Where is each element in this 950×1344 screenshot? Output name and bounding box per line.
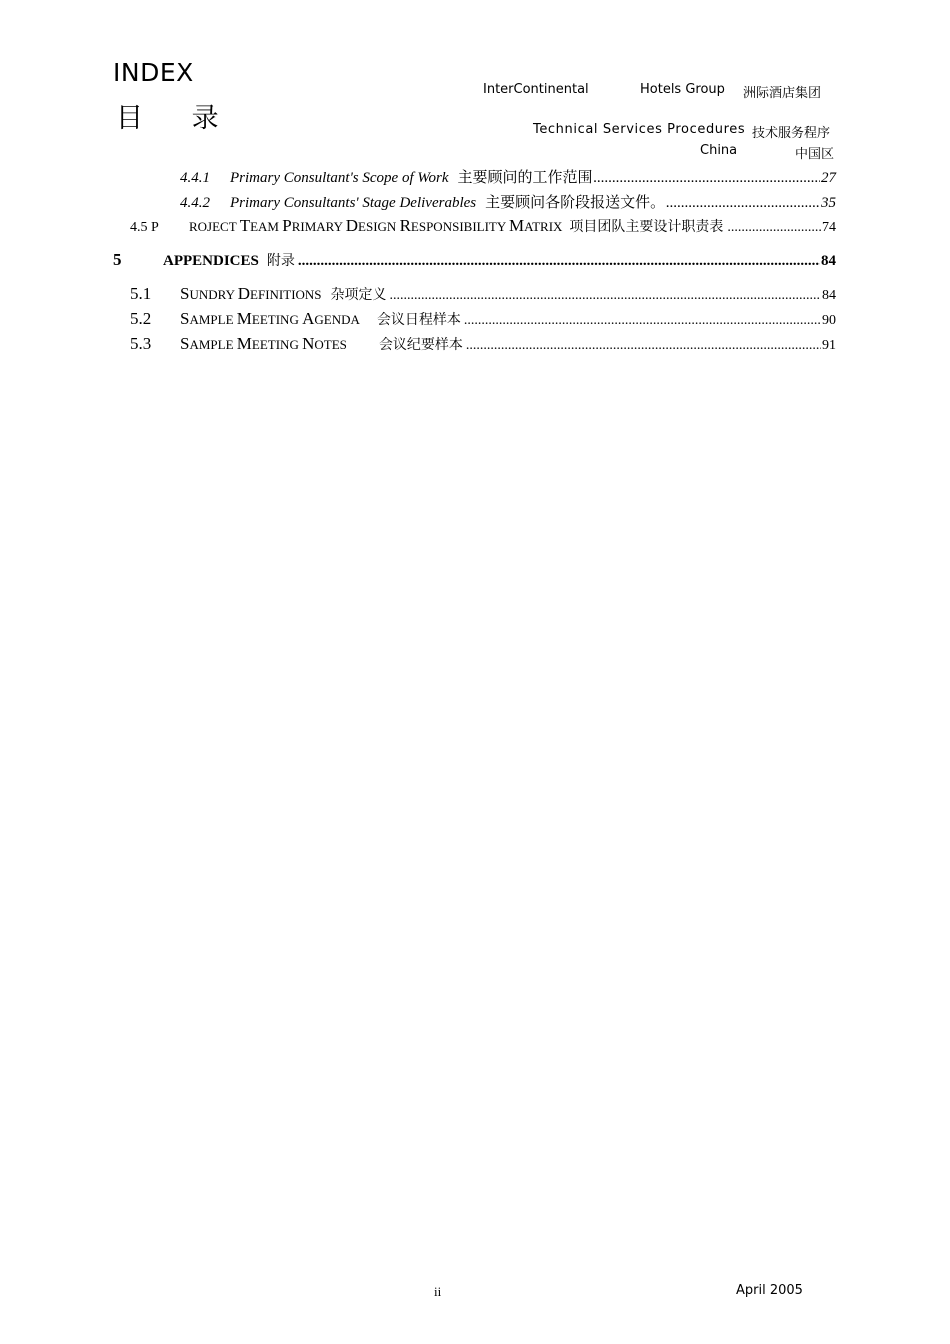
toc-title-cn: 主要顾问的工作范围 (457, 168, 593, 186)
toc-title: APPENDICES (163, 253, 259, 269)
toc-page-number: 27 (821, 170, 836, 186)
company-name: InterContinental (483, 82, 589, 97)
toc-leader (464, 313, 821, 329)
toc-leader (594, 170, 821, 187)
toc-number: 5.3 (130, 334, 152, 353)
toc-title: Primary Consultants' Stage Deliverables (230, 195, 477, 211)
toc-title: ROJECT TEAM PRIMARY DESIGN RESPONSIBILITY MATRIX (189, 216, 563, 235)
toc-title-cn: 主要顾问各阶段报送文件。 (485, 193, 666, 211)
footer-page-number: ii (434, 1284, 442, 1299)
toc-title: SUNDRY DEFINITIONS (180, 284, 322, 303)
toc-leader (727, 220, 821, 236)
toc-entry-5-3[interactable] (130, 334, 836, 354)
toc-title: Primary Consultant's Scope of Work (230, 170, 449, 186)
toc-entry-5[interactable] (113, 250, 836, 270)
toc-title-cn: 会议日程样本 (376, 312, 461, 328)
toc-entry-5-1[interactable] (130, 284, 836, 304)
document-name-cn: 技术服务程序 (752, 126, 831, 141)
group-name: Hotels Group (640, 82, 725, 97)
group-name-cn: 洲际酒店集团 (743, 86, 822, 101)
toc-page-number: 84 (821, 253, 836, 269)
toc-page-number: 91 (822, 338, 836, 353)
toc-number: 5 (113, 250, 122, 269)
region: China (700, 143, 738, 158)
toc-leader (466, 338, 821, 354)
footer-date: April 2005 (736, 1283, 803, 1298)
toc-entry-5-2[interactable] (130, 309, 836, 329)
toc-entry-4-5[interactable] (130, 216, 836, 236)
toc-title-cn: 项目团队主要设计职责表 (569, 219, 724, 235)
toc-title: SAMPLE MEETING AGENDA (180, 309, 360, 328)
toc-leader (390, 288, 821, 304)
toc-title: SAMPLE MEETING NOTES (180, 334, 347, 353)
toc-title-cn: 附录 (266, 253, 295, 269)
toc-number: 4.4.1 (180, 170, 210, 186)
toc-number: 5.1 (130, 284, 152, 303)
index-title-cn: 目 录 (116, 103, 239, 134)
toc-leader (666, 195, 820, 212)
toc-number: 5.2 (130, 309, 152, 328)
toc-entry-4-4-2[interactable] (180, 191, 836, 212)
region-cn: 中国区 (795, 147, 835, 162)
toc-leader (298, 253, 820, 270)
toc-page-number: 84 (822, 288, 836, 303)
toc-page-number: 35 (821, 195, 836, 211)
toc-entry-4-4-1[interactable] (180, 166, 836, 187)
toc-page-number: 90 (822, 313, 836, 328)
toc-number: 4.4.2 (180, 195, 210, 211)
toc-number: 4.5 P (130, 220, 159, 235)
toc-title-cn: 会议纪要样本 (378, 337, 463, 353)
index-title: INDEX (113, 58, 194, 87)
document-name: Technical Services Procedures (533, 122, 746, 137)
toc-title-cn: 杂项定义 (330, 287, 387, 303)
toc-page-number: 74 (822, 220, 836, 235)
